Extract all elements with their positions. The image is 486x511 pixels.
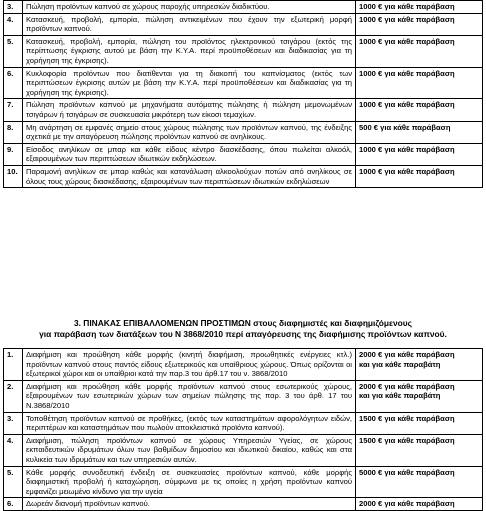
row-fine: 1000 € για κάθε παράβαση (356, 99, 483, 121)
table-row (4, 380, 483, 412)
table-row (4, 1, 483, 14)
row-description: Παραμονή ανηλίκων σε μπαρ καθώς και κατανάλωση αλκοολούχων ποτών από ανηλίκους σε όλους τους χώρους διασκέδασης, εξαιρουμένων των περιπτώσεων ιδιωτικών εκδηλώσεων (23, 165, 356, 187)
section-heading-line-1: 3. ΠΙΝΑΚΑΣ ΕΠΙΒΑΛΛΟΜΕΝΩΝ ΠΡΟΣΤΙΜΩΝ στους διαφημιστές και διαφημιζόμενους (74, 318, 412, 328)
row-number: 9. (4, 143, 23, 165)
row-fine: 2000 € για κάθε παράβαση και για κάθε παραβάτη (356, 349, 483, 381)
table-row (4, 434, 483, 466)
table-row (4, 99, 483, 121)
table-row (4, 412, 483, 434)
table-row (4, 13, 483, 35)
row-fine: 1000 € για κάθε παράβαση (356, 13, 483, 35)
row-description: Κατασκευή, προβολή, εμπορία, πώληση του προϊόντος ηλεκτρονικού τσιγάρου (εκτός της περίπτωσης έγκρισης αυτού με βάση την Κ.Υ.Α. περί προϋποθέσεων και διαδικασίας για τη χορήγηση της έγκρισης). (23, 35, 356, 67)
table-row (4, 121, 483, 143)
row-number: 8. (4, 121, 23, 143)
row-number: 4. (4, 434, 23, 466)
row-fine: 1000 € για κάθε παράβαση (356, 165, 483, 187)
row-number: 3. (4, 412, 23, 434)
row-fine: 500 € για κάθε παράβαση (356, 121, 483, 143)
row-description: Διαφήμιση, πώληση προϊόντων καπνού σε χώρους Υπηρεσιών Υγείας, σε χώρους εκπαιδευτικών ιδρυμάτων όλων των βαθμίδων δημοσίου και ιδιωτικού δικαίου, καθώς και στα κυλικεία των ιδρυμάτων και των υπηρεσιών αυτών. (23, 434, 356, 466)
row-number: 3. (4, 1, 23, 14)
row-number: 6. (4, 67, 23, 99)
row-fine: 5000 € για κάθε παράβαση (356, 466, 483, 498)
row-fine: 1000 € για κάθε παράβαση (356, 67, 483, 99)
row-description: Κατασκευή, προβολή, εμπορία, πώληση αντικειμένων που έχουν την εξωτερική μορφή προϊόντων καπνού. (23, 13, 356, 35)
row-number: 2. (4, 380, 23, 412)
table-row (4, 35, 483, 67)
penalties-table-continued (3, 0, 483, 188)
row-description: Πώληση προϊόντων καπνού σε χώρους παροχής υπηρεσιών διαδικτύου. (23, 1, 356, 14)
row-fine: 2000 € για κάθε παράβαση (356, 498, 483, 511)
row-description: Κάθε μορφής συνοδευτική ένδειξη σε συσκευασίες προϊόντων καπνού, κάθε μορφής διαφημιστική προβολή ή καταχώρηση, σύμφωνα με τις οποίες η χρήση προϊόντων καπνού εμφανίζει μειωμένο κίνδυνο για την υγεία (23, 466, 356, 498)
row-number: 7. (4, 99, 23, 121)
row-number: 10. (4, 165, 23, 187)
row-description: Είσοδος ανηλίκων σε μπαρ και κάθε είδους κέντρο διασκέδασης, όπου πωλείται αλκοόλ, εξαιρουμένων των περιπτώσεων ιδιωτικών εκδηλώσεων. (23, 143, 356, 165)
row-number: 5. (4, 466, 23, 498)
section-heading-line-2: για παράβαση των διατάξεων του Ν 3868/2010 περί απαγόρευσης της διαφήμισης προϊόντων καπνού. (39, 329, 447, 339)
section-heading (0, 318, 486, 340)
row-description: Τοποθέτηση προϊόντων καπνού σε προθήκες, (εκτός των καταστημάτων αφορολόγητων ειδών, περιπτέρων και καταστημάτων που πωλούν αποκλειστικά προϊόντα καπνού). (23, 412, 356, 434)
row-fine: 1000 € για κάθε παράβαση (356, 35, 483, 67)
row-description: Κυκλοφορία προϊόντων που διατίθενται για τη διακοπή του καπνίσματος (εκτός των περιπτώσεων έγκρισης αυτών με βάση την Κ.Υ.Α. περί προϋποθέσεων και διαδικασίας για τη χορήγηση της έγκρισης). (23, 67, 356, 99)
table-row (4, 67, 483, 99)
row-fine: 1500 € για κάθε παράβαση (356, 434, 483, 466)
row-fine: 2000 € για κάθε παράβαση και για κάθε παραβάτη (356, 380, 483, 412)
row-fine: 1000 € για κάθε παράβαση (356, 1, 483, 14)
row-description: Μη ανάρτηση σε εμφανές σημείο στους χώρους πώλησης των προϊόντων καπνού, της ένδειξης σχετικά με την απαγόρευση πώλησης προϊόντων καπνού σε ανηλίκους. (23, 121, 356, 143)
row-fine: 1000 € για κάθε παράβαση (356, 143, 483, 165)
row-description: Δωρεάν διανομή προϊόντων καπνού. (23, 498, 356, 511)
row-fine: 1500 € για κάθε παράβαση (356, 412, 483, 434)
row-number: 5. (4, 35, 23, 67)
row-number: 1. (4, 349, 23, 381)
row-description: Διαφήμιση και προώθηση κάθε μορφής προϊόντων καπνού στους εσωτερικούς χώρους, εξαιρουμένων των εσωτερικών χώρων των σημείων πώλησης της παρ. 3 του άρθ. 17 του Ν.3868/2010 (23, 380, 356, 412)
table-row (4, 349, 483, 381)
row-description: Πώληση προϊόντων καπνού με μηχανήματα αυτόματης πώλησης ή πώληση μεμονωμένων τσιγάρων ή τσιγάρων σε συσκευασία μικρότερη των είκοσι τεμαχίων. (23, 99, 356, 121)
row-description: Διαφήμιση και προώθηση κάθε μορφής (κινητή διαφήμιση, προωθητικές ενέργειες κτλ.) προϊόντων καπνού στους παντός είδους εξωτερικούς και υπαίθριους χώρους. Όπως ορίζονται οι εξωτερικοί χώροι και οι υπαίθριοι κατά την παρ.3 του άρθ.17 του ν. 3868/2010 (23, 349, 356, 381)
row-number: 6. (4, 498, 23, 511)
table-row (4, 165, 483, 187)
row-number: 4. (4, 13, 23, 35)
table-row (4, 498, 483, 511)
table-row (4, 143, 483, 165)
table-row (4, 466, 483, 498)
advertising-penalties-table (3, 348, 483, 511)
